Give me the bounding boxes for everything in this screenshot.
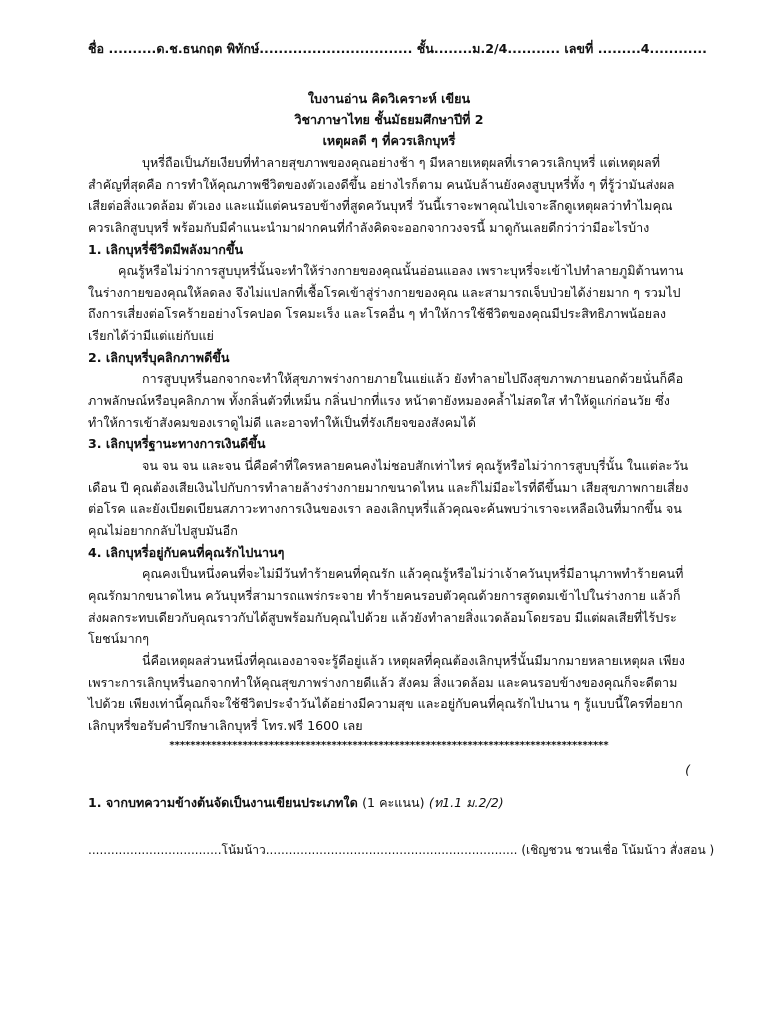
question-1-indicator: (ท1.1 ม.2/2) [428,795,504,811]
question-1-score: (1 คะแนน) [362,795,425,811]
section-3-body: จน จน จน และจน นี่คือคำที่ใครหลายคนคงไม่ชอบสักเท่าไหร่ คุณรู้หรือไม่ว่าการสูบบุรี่นั้น ในแต่ละวัน เดือน ปี คุณต้องเสียเงินไปกับการทำลายล้างร่างกายมากขนาดไหน และก็ไม่มีอะไรที่ดีขึ้นมา เสียสุขภาพกายเสี่ยงต่อโรค และยังเบียดเบียนสภาวะทางการเงินของเรา ลองเลิกบุหรี่แล้วคุณจะค้นพบว่าเราจะเหลือเงินที่มากขึ้น จนคุณไม่อยากกลับไปสูบมันอีก [88,458,689,539]
answer-line: ...................................โน้มน้าว.................................................................. (เชิญชวน ชวนเชื่อ โน้มน้าว สั่งสอน ) [88,842,715,857]
worksheet-title: ใบงานอ่าน คิดวิเคราะห์ เขียน [307,90,471,106]
question-1-text: 1. จากบทความข้างต้นจัดเป็นงานเขียนประเภทใด [88,795,358,811]
question-1 [88,792,690,814]
stray-parenthesis: ( [685,761,690,777]
conclusion-paragraph: นี่คือเหตุผลส่วนหนึ่งที่คุณเองอาจจะรู้ดีอยู่แล้ว เหตุผลที่คุณต้องเลิกบุหรี่นั้นมีมากมายหลายเหตุผล เพียงเพราะการเลิกบุหรี่นอกจากทำให้คุณสุขภาพร่างกายดีแล้ว สังคม สิ่งแวดล้อม และคนรอบข้างของคุณก็จะดีตามไปด้วย เพียงเท่านี้คุณก็จะใช้ชีวิตประจำวันได้อย่างมีความสุข และอยู่กับคนที่คุณรักไปนาน ๆ รู้แบบนี้ใครที่อยากเลิกบุหรี่ขอรับคำปรึกษาเลิกบุหรี่ โทร.ฟรี 1600 เลย [88,652,685,733]
section-4-heading: 4. เลิกบุหรี่อยู่กับคนที่คุณรักไปนานๆ [88,544,285,560]
section-1-body: คุณรู้หรือไม่ว่าการสูบบุหรี่นั้นจะทำให้ร่างกายของคุณนั้นอ่อนแอลง เพราะบุหรี่จะเข้าไปทำลายภูมิต้านทานในร่างกายของคุณให้ลดลง จึงไม่แปลกที่เชื้อโรคเข้าสู่ร่างกายของคุณ และสามารถเจ็บป่วยได้ง่ายมาก ๆ รวมไปถึงการเสี่ยงต่อโรคร้ายอย่างโรคปอด โรคมะเร็ง และโรคอื่น ๆ ทำให้การใช้ชีวิตของคุณมีประสิทธิภาพน้อยลง เรียกได้ว่ามีแต่แย่กับแย่ [88,263,684,344]
section-2-heading: 2. เลิกบุหรี่บุคลิกภาพดีขึ้น [88,349,230,365]
section-3-heading: 3. เลิกบุหรี่ฐานะทางการเงินดีขึ้น [88,436,266,452]
article-title: เหตุผลดี ๆ ที่ควรเลิกบุหรี่ [322,133,456,149]
section-4-body: คุณคงเป็นหนึ่งคนที่จะไม่มีวันทำร้ายคนที่คุณรัก แล้วคุณรู้หรือไม่ว่าเจ้าควันบุหรี่มีอานุภาพทำร้ายคนที่คุณรักมากขนาดไหน ควันบุหรี่สามารถแพร่กระจาย ทำร้ายคนรอบตัวคุณด้วยการสูดดมเข้าไปในร่างกาย แล้วก็ส่งผลกระทบเดียวกับคุณราวกับได้สูบพร้อมกับคุณไปด้วย แล้วยังทำลายสิ่งแวดล้อมโดยรอบ มีแต่ผลเสียที่ไร้ประโยชน์มากๆ [88,566,684,647]
section-1-heading: 1. เลิกบุหรี่ชีวิตมีพลังมากขึ้น [88,241,244,257]
separator-line: ************************************************************************************ [169,739,609,751]
section-2-body: การสูบบุหรี่นอกจากจะทำให้สุขภาพร่างกายภายในแย่แล้ว ยังทำลายไปถึงสุขภาพภายนอกด้วยนั่นก็คือภาพลักษณ์หรือบุคลิกภาพ ทั้งกลิ่นตัวที่เหม็น กลิ่นปากที่แรง หน้าตายังหมองคล้ำไม่สดใส ทำให้ดูแก่ก่อนวัย ซึ่งทำให้การเข้าสังคมของเราดูไม่ดี และอาจทำให้เป็นที่รังเกียจของสังคมได้ [88,371,684,430]
subject-title: วิชาภาษาไทย ชั้นมัธยมศึกษาปีที่ 2 [294,112,484,128]
intro-paragraph: บุหรี่ถือเป็นภัยเงียบที่ทำลายสุขภาพของคุณอย่างช้า ๆ มีหลายเหตุผลที่เราควรเลิกบุหรี่ แต่เหตุผลที่สำคัญที่สุดคือ การทำให้คุณภาพชีวิตของตัวเองดีขึ้น อย่างไรก็ตาม คนนับล้านยังคงสูบบุหรี่ทั้ง ๆ ที่รู้ว่ามันส่งผลเสียต่อสิ่งแวดล้อม ตัวเอง และแม้แต่คนรอบข้างที่สูดควันบุหรี่ วันนี้เราจะพาคุณไปเจาะลึกดูเหตุผลว่าทำไมคุณควรเลิกสูบบุหรี่ พร้อมกับมีคำแนะนำมาฝากคนที่กำลังคิดจะออกจากวงจรนี้ มาดูกันเลยดีกว่าว่ามีอะไรบ้าง [88,154,675,235]
student-info-line: ชื่อ ..........ด.ช.ธนกฤต พิทักษ์................................ ชั้น........ม.2/4........... เลขที่ .........4............ [88,41,707,56]
